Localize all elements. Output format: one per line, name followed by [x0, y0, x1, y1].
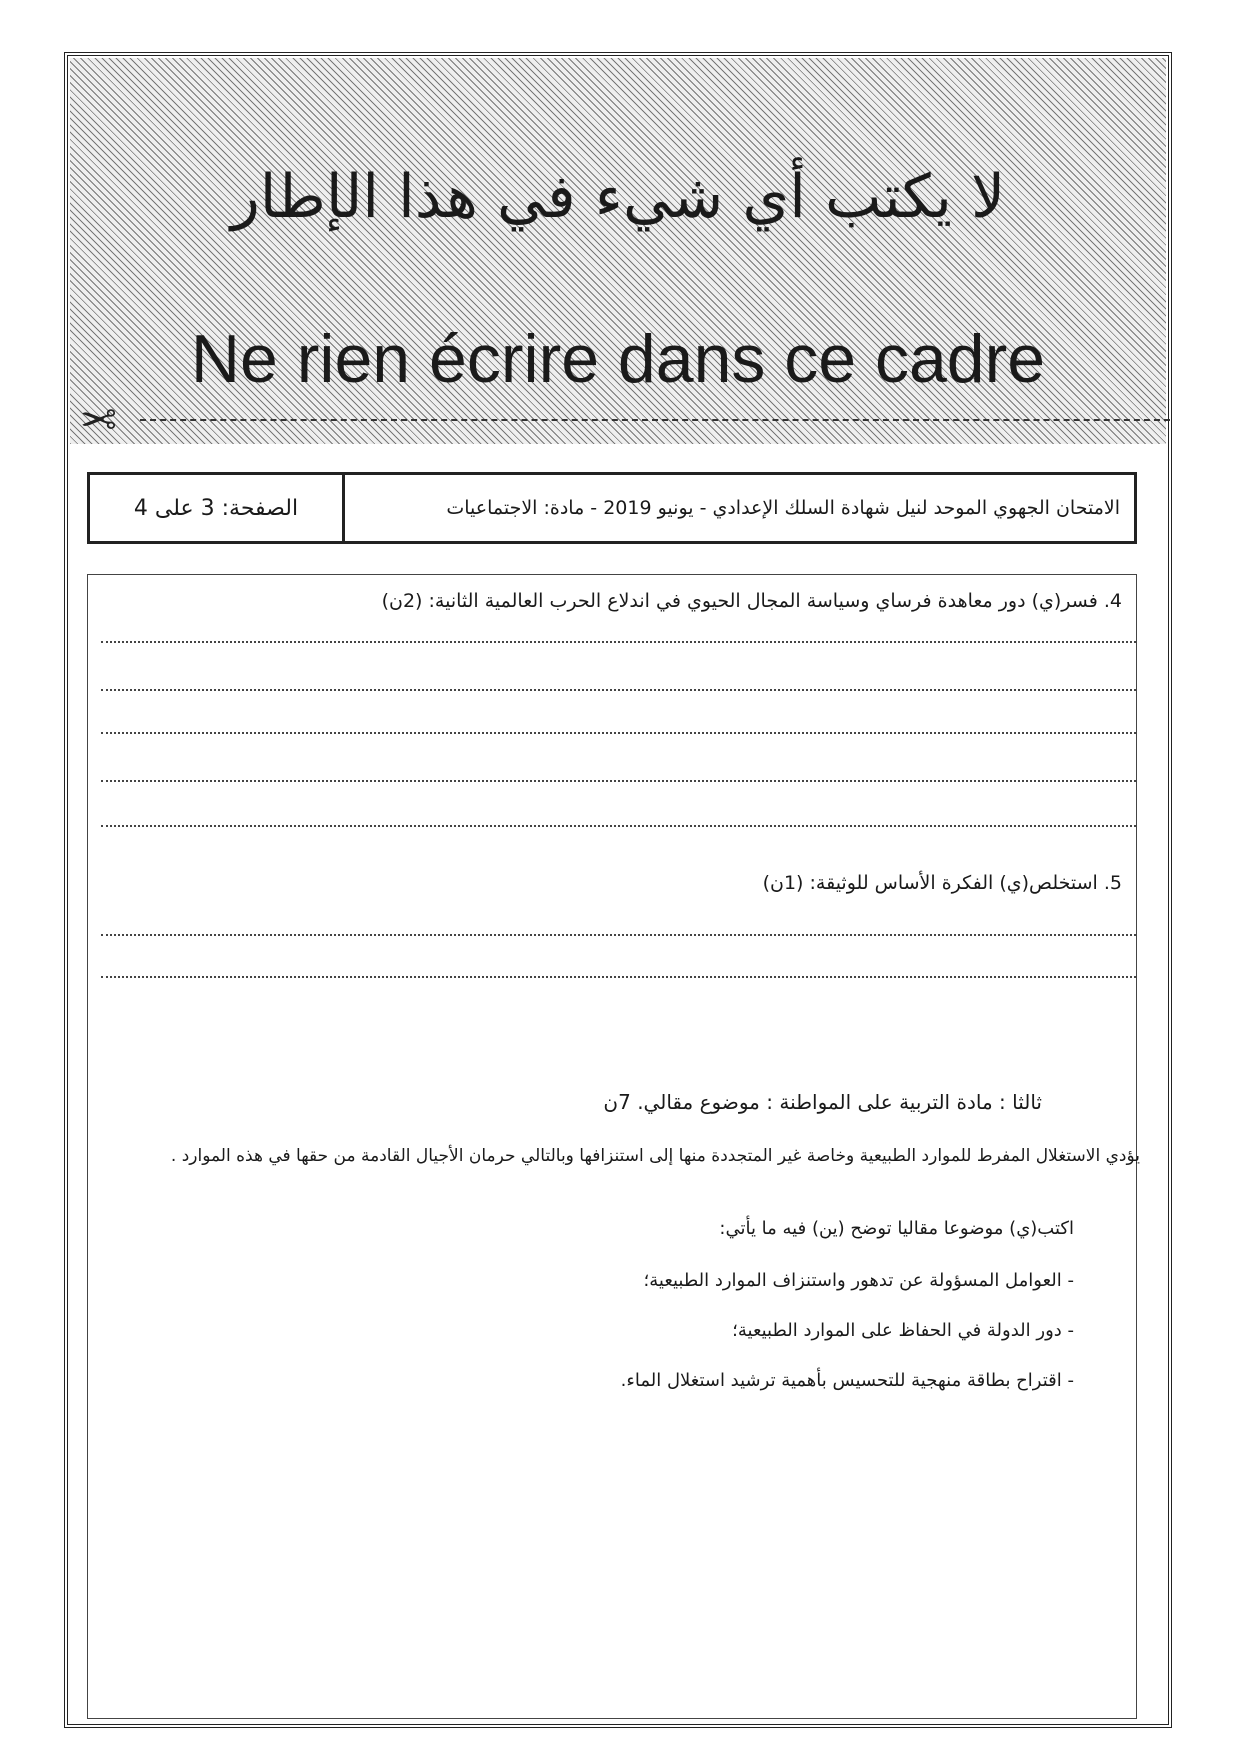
question-5: 5. استخلص(ي) الفكرة الأساس للوثيقة: (1ن) — [762, 872, 1122, 894]
answer-line[interactable] — [101, 976, 1136, 978]
page-number: الصفحة: 3 على 4 — [133, 495, 299, 521]
prompt-paragraph: يؤدي الاستغلال المفرط للموارد الطبيعية وخاصة غير المتجددة منها إلى استنزافها وبالتالي حرمان الأجيال القادمة من حقها في هذه الموارد . — [170, 1146, 1140, 1166]
answer-line[interactable] — [101, 780, 1136, 782]
essay-point: - اقتراح بطاقة منهجية للتحسيس بأهمية ترشيد استغلال الماء. — [620, 1370, 1074, 1391]
answer-line[interactable] — [101, 732, 1136, 734]
essay-instruction: اكتب(ي) موضوعا مقاليا توضح (ين) فيه ما يأتي: — [719, 1218, 1074, 1239]
no-write-notice-french: Ne rien écrire dans ce cadre — [190, 321, 1046, 397]
do-not-write-zone — [70, 58, 1166, 444]
essay-point: - دور الدولة في الحفاظ على الموارد الطبيعية؛ — [732, 1320, 1074, 1341]
question-4: 4. فسر(ي) دور معاهدة فرساي وسياسة المجال الحيوي في اندلاع الحرب العالمية الثانية: (2ن) — [381, 590, 1122, 612]
no-write-notice-arabic: لا يكتب أي شيء في هذا الإطار — [230, 162, 1006, 232]
cut-line — [140, 419, 1170, 421]
answer-line[interactable] — [101, 934, 1136, 936]
exam-header — [87, 472, 1137, 544]
answer-line[interactable] — [101, 641, 1136, 643]
scissors-icon: ✂ — [80, 392, 117, 443]
answer-line[interactable] — [101, 825, 1136, 827]
exam-title: الامتحان الجهوي الموحد لنيل شهادة السلك الإعدادي - يونيو 2019 - مادة: الاجتماعيات — [446, 497, 1120, 519]
essay-point: - العوامل المسؤولة عن تدهور واستنزاف الموارد الطبيعية؛ — [643, 1270, 1074, 1291]
section-title: ثالثا : مادة التربية على المواطنة : موضوع مقالي. 7ن — [603, 1090, 1042, 1114]
answer-line[interactable] — [101, 689, 1136, 691]
header-divider — [342, 475, 345, 541]
